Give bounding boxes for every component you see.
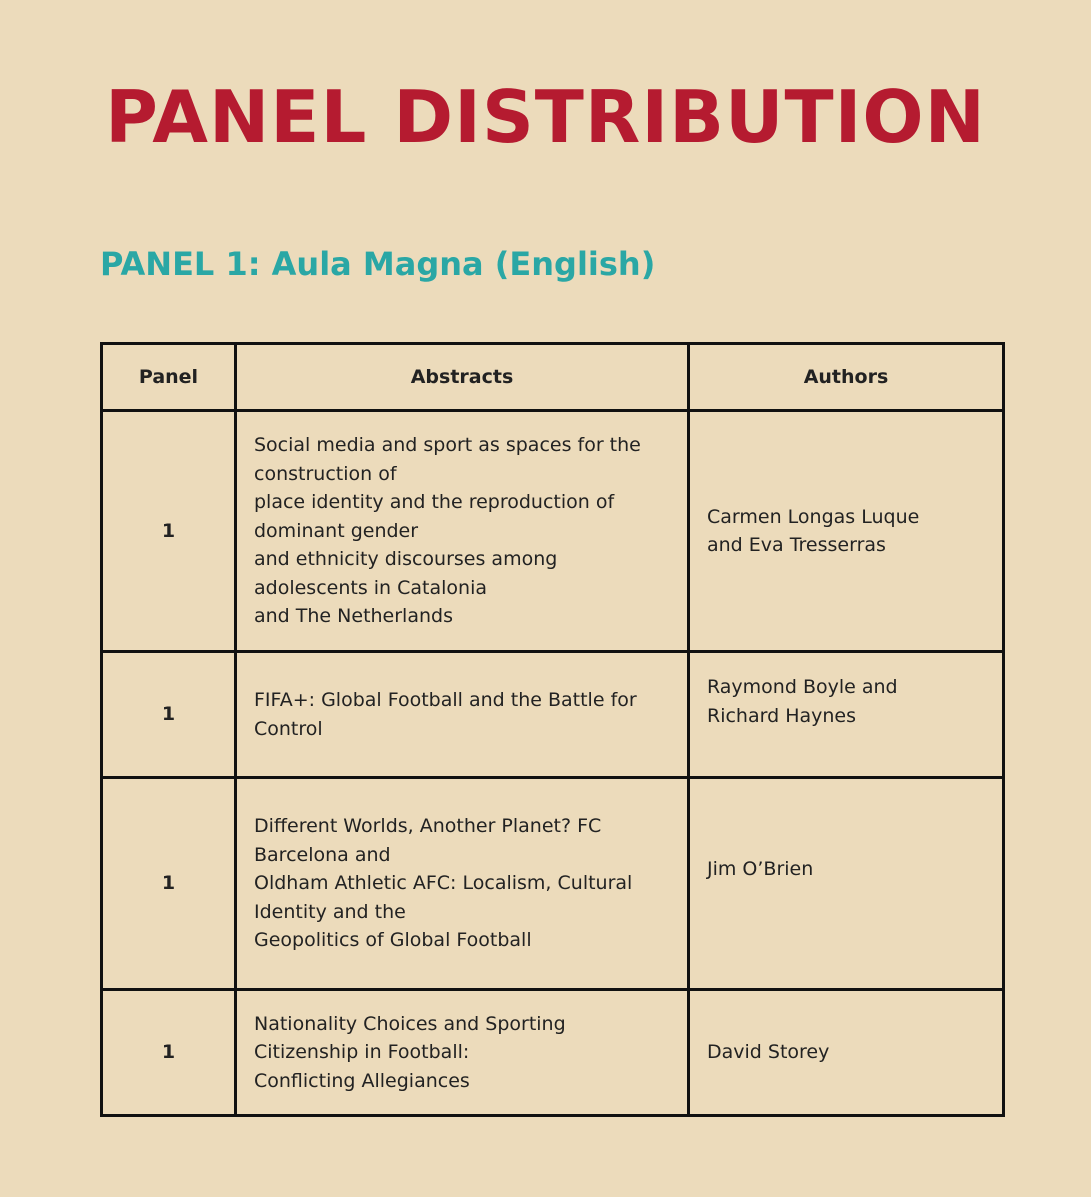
author-line: and Eva Tresserras (707, 534, 886, 556)
authors-cell (689, 652, 1004, 778)
abstract-cell (236, 652, 689, 778)
header-authors: Authors (689, 344, 1004, 411)
abstract-line: Identity and the (254, 900, 406, 923)
table-row (102, 652, 1004, 778)
abstract-line: Nationality Choices and Sporting (254, 1012, 566, 1035)
header-abstracts: Abstracts (236, 344, 689, 411)
author-line: Raymond Boyle and (707, 676, 898, 698)
authors-cell (689, 411, 1004, 652)
table-header-row (102, 344, 1004, 411)
abstract-line: Geopolitics of Global Football (254, 929, 532, 952)
author-line: Jim O’Brien (707, 858, 814, 880)
author-line: Carmen Longas Luque (707, 505, 920, 528)
abstract-line: and ethnicity discourses among (254, 548, 558, 571)
abstract-line: and The Netherlands (254, 605, 453, 628)
abstract-line: Different Worlds, Another Planet? FC (254, 815, 602, 838)
abstract-line: adolescents in Catalonia (254, 576, 487, 599)
panel-number: 1 (102, 778, 236, 990)
author-line: Richard Haynes (707, 704, 856, 727)
abstract-line: Citizenship in Football: (254, 1041, 470, 1064)
page-title: PANEL DISTRIBUTION (105, 75, 986, 159)
section-title: PANEL 1: Aula Magna (English) (100, 245, 656, 283)
abstract-cell (236, 778, 689, 990)
panel-number: 1 (102, 990, 236, 1116)
abstract-line: construction of (254, 462, 397, 485)
table-row (102, 411, 1004, 652)
authors-cell (689, 990, 1004, 1116)
table-row (102, 990, 1004, 1116)
abstract-cell (236, 411, 689, 652)
abstract-line: Control (254, 717, 323, 740)
abstract-cell (236, 990, 689, 1116)
abstract-line: Barcelona and (254, 843, 391, 866)
panel-number: 1 (102, 652, 236, 778)
abstract-line: Conflicting Allegiances (254, 1069, 470, 1092)
header-panel: Panel (102, 344, 236, 411)
abstract-line: Social media and sport as spaces for the (254, 434, 641, 457)
panel-table (100, 342, 1005, 1117)
abstract-line: FIFA+: Global Football and the Battle for (254, 689, 637, 711)
panel-number: 1 (102, 411, 236, 652)
abstract-line: Oldham Athletic AFC: Localism, Cultural (254, 872, 633, 895)
abstract-line: place identity and the reproduction of (254, 491, 615, 514)
table-row (102, 778, 1004, 990)
authors-cell (689, 778, 1004, 990)
author-line: David Storey (707, 1041, 830, 1064)
abstract-line: dominant gender (254, 519, 419, 542)
